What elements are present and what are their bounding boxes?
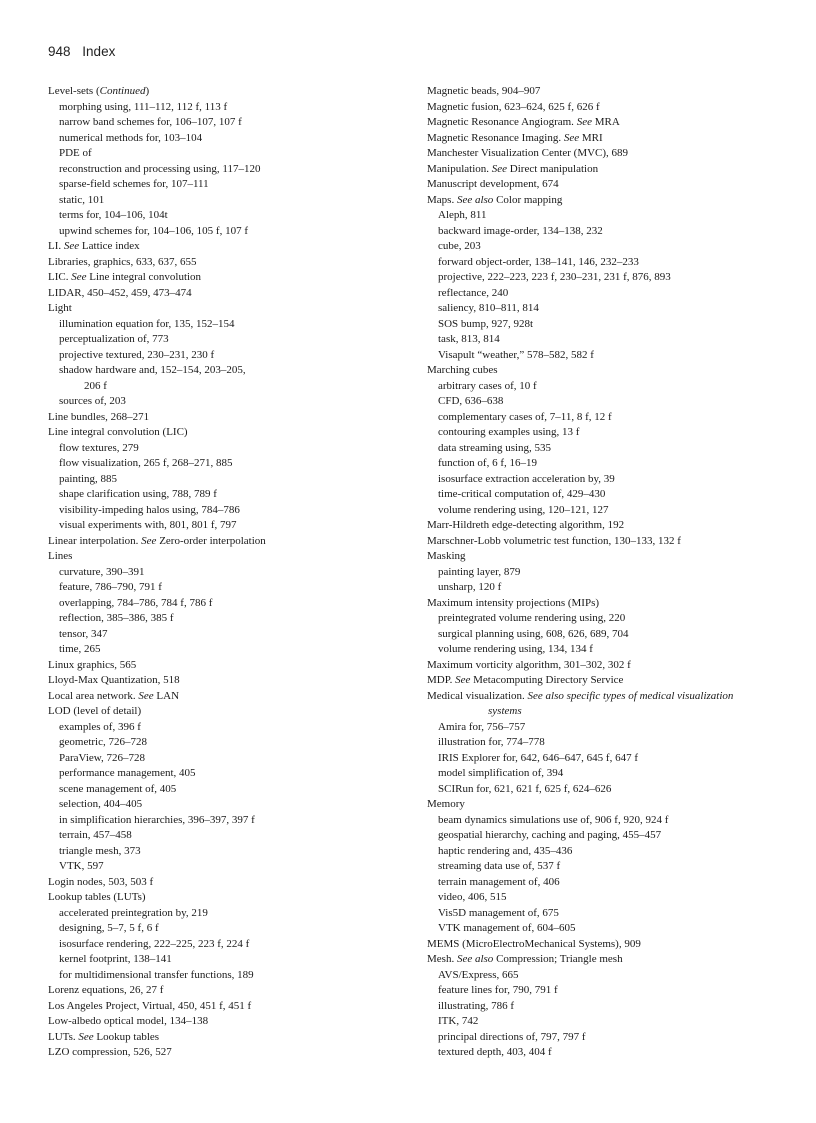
index-subentry: terrain, 457–458 (59, 829, 132, 841)
index-entry: Line integral convolution (LIC) (48, 426, 188, 438)
index-subentry: data streaming using, 535 (438, 441, 552, 454)
index-entry: Mesh. See also Compression; Triangle mesh (427, 953, 623, 965)
index-subentry: PDE of (59, 147, 92, 159)
index-subentry: selection, 404–405 (59, 798, 143, 810)
index-subentry: reflection, 385–386, 385 f (59, 612, 174, 624)
page-number: 948 (48, 44, 71, 59)
index-entry: Libraries, graphics, 633, 637, 655 (48, 255, 197, 268)
index-subentry: shape clarification using, 788, 789 f (59, 488, 217, 500)
index-subentry: triangle mesh, 373 (59, 844, 141, 857)
index-entry: Magnetic beads, 904–907 (427, 85, 541, 97)
index-entry: Linux graphics, 565 (48, 658, 137, 671)
page-header (48, 44, 115, 59)
index-entry: LUTs. See Lookup tables (48, 1030, 160, 1043)
index-subentry: preintegrated volume rendering using, 220 (438, 612, 626, 624)
index-entry: Maximum intensity projections (MIPs) (427, 596, 600, 609)
index-entry: Manuscript development, 674 (427, 178, 559, 190)
index-subentry: IRIS Explorer for, 642, 646–647, 645 f, 647 f (438, 751, 638, 764)
index-subentry: backward image-order, 134–138, 232 (438, 224, 603, 237)
index-entry: Marching cubes (427, 364, 498, 376)
index-subentry: Vis5D management of, 675 (438, 906, 559, 919)
index-subentry: forward object-order, 138–141, 146, 232–233 (438, 255, 639, 268)
index-subentry: VTK management of, 604–605 (438, 922, 576, 934)
index-entry: Maps. See also Color mapping (427, 193, 563, 206)
index-subentry: time-critical computation of, 429–430 (438, 488, 606, 500)
index-subentry: shadow hardware and, 152–154, 203–205, (59, 364, 246, 376)
index-subentry: flow textures, 279 (59, 441, 139, 454)
index-subentry: feature, 786–790, 791 f (59, 581, 162, 593)
index-entry: LI. See Lattice index (48, 240, 140, 252)
index-column-right (427, 84, 787, 1061)
index-entry: Level-sets (Continued) (48, 85, 150, 97)
index-subentry: systems (488, 705, 522, 717)
index-subentry: performance management, 405 (59, 767, 196, 779)
index-subentry: illustrating, 786 f (438, 999, 515, 1012)
index-entry: Medical visualization. See also specific types of medical visualization (427, 689, 734, 702)
index-subentry: geometric, 726–728 (59, 736, 147, 748)
index-subentry: feature lines for, 790, 791 f (438, 984, 558, 996)
index-subentry: textured depth, 403, 404 f (438, 1046, 552, 1058)
index-subentry: for multidimensional transfer functions, 189 (59, 968, 254, 981)
index-subentry: isosurface rendering, 222–225, 223 f, 224 f (59, 937, 250, 950)
index-subentry: in simplification hierarchies, 396–397, 397 f (59, 813, 255, 826)
index-subentry: SOS bump, 927, 928t (438, 317, 534, 330)
index-subentry: sources of, 203 (59, 395, 126, 407)
index-entry: Marschner-Lobb volumetric test function, 130–133, 132 f (427, 534, 681, 547)
index-subentry: terms for, 104–106, 104t (59, 209, 168, 221)
index-subentry: VTK, 597 (59, 860, 104, 872)
index-subentry: sparse-field schemes for, 107–111 (59, 178, 209, 190)
index-entry: LZO compression, 526, 527 (48, 1046, 172, 1058)
index-entry: LIDAR, 450–452, 459, 473–474 (48, 286, 192, 299)
index-subentry: designing, 5–7, 5 f, 6 f (59, 922, 159, 934)
index-subentry: haptic rendering and, 435–436 (438, 844, 573, 857)
index-subentry: surgical planning using, 608, 626, 689, 704 (438, 627, 629, 640)
page-running-title: Index (82, 44, 116, 59)
index-subentry: 206 f (84, 379, 107, 392)
index-subentry: illumination equation for, 135, 152–154 (59, 317, 235, 330)
index-subentry: projective, 222–223, 223 f, 230–231, 231 f, 876, 893 (438, 271, 671, 283)
index-entry: Light (48, 302, 72, 314)
index-subentry: numerical methods for, 103–104 (59, 131, 203, 144)
index-subentry: flow visualization, 265 f, 268–271, 885 (59, 457, 233, 469)
index-entry: MEMS (MicroElectroMechanical Systems), 909 (427, 937, 641, 950)
index-subentry: ITK, 742 (438, 1015, 479, 1027)
index-subentry: SCIRun for, 621, 621 f, 625 f, 624–626 (438, 782, 612, 795)
index-subentry: overlapping, 784–786, 784 f, 786 f (59, 596, 213, 609)
index-entry: Los Angeles Project, Virtual, 450, 451 f, 451 f (48, 999, 252, 1012)
index-subentry: volume rendering using, 134, 134 f (438, 643, 593, 655)
index-entry: Local area network. See LAN (48, 689, 180, 702)
index-entry: Magnetic Resonance Angiogram. See MRA (427, 116, 620, 128)
index-subentry: volume rendering using, 120–121, 127 (438, 503, 609, 516)
index-subentry: cube, 203 (438, 240, 481, 252)
index-subentry: arbitrary cases of, 10 f (438, 379, 537, 392)
index-subentry: streaming data use of, 537 f (438, 860, 561, 872)
index-entry: Lookup tables (LUTs) (48, 891, 146, 903)
index-subentry: perceptualization of, 773 (59, 333, 169, 345)
index-entry: Login nodes, 503, 503 f (48, 875, 154, 888)
index-subentry: time, 265 (59, 643, 101, 655)
index-subentry: accelerated preintegration by, 219 (59, 906, 208, 919)
index-subentry: reflectance, 240 (438, 286, 509, 299)
index-entry: Maximum vorticity algorithm, 301–302, 302 f (427, 658, 631, 671)
index-subentry: Aleph, 811 (438, 209, 487, 221)
index-subentry: ParaView, 726–728 (59, 751, 145, 764)
index-entry: Manipulation. See Direct manipulation (427, 162, 599, 175)
index-entry: Magnetic Resonance Imaging. See MRI (427, 131, 603, 144)
index-entry: Line bundles, 268–271 (48, 410, 150, 423)
index-subentry: function of, 6 f, 16–19 (438, 457, 537, 469)
index-subentry: geospatial hierarchy, caching and paging, 455–457 (438, 829, 662, 841)
index-subentry: beam dynamics simulations use of, 906 f, 920, 924 f (438, 813, 669, 826)
index-subentry: upwind schemes for, 104–106, 105 f, 107 f (59, 224, 248, 237)
index-subentry: visibility-impeding halos using, 784–786 (59, 503, 240, 516)
index-subentry: examples of, 396 f (59, 720, 141, 733)
index-subentry: painting, 885 (59, 472, 118, 485)
index-subentry: illustration for, 774–778 (438, 736, 545, 748)
index-entry: Masking (427, 550, 466, 562)
index-column-left (48, 84, 388, 1061)
index-subentry: CFD, 636–638 (438, 395, 504, 407)
index-entry: Manchester Visualization Center (MVC), 689 (427, 147, 629, 159)
index-entry: Linear interpolation. See Zero-order interpolation (48, 534, 266, 547)
index-entry: Memory (427, 798, 465, 810)
index-subentry: isosurface extraction acceleration by, 39 (438, 472, 615, 485)
index-subentry: video, 406, 515 (438, 891, 507, 903)
index-subentry: Amira for, 756–757 (438, 720, 526, 733)
index-entry: Lines (48, 550, 73, 562)
index-subentry: reconstruction and processing using, 117–120 (59, 162, 261, 175)
index-subentry: task, 813, 814 (438, 333, 500, 345)
index-subentry: static, 101 (59, 193, 105, 206)
index-subentry: complementary cases of, 7–11, 8 f, 12 f (438, 410, 612, 423)
index-subentry: kernel footprint, 138–141 (59, 953, 172, 965)
index-subentry: AVS/Express, 665 (438, 968, 519, 981)
index-subentry: narrow band schemes for, 106–107, 107 f (59, 116, 242, 128)
index-subentry: tensor, 347 (59, 627, 108, 640)
index-entry: Low-albedo optical model, 134–138 (48, 1015, 209, 1027)
index-subentry: model simplification of, 394 (438, 767, 564, 779)
index-subentry: contouring examples using, 13 f (438, 426, 580, 438)
index-entry: Lorenz equations, 26, 27 f (48, 984, 164, 996)
index-subentry: painting layer, 879 (438, 565, 521, 578)
index-entry: MDP. See Metacomputing Directory Service (427, 674, 624, 686)
index-subentry: projective textured, 230–231, 230 f (59, 348, 215, 361)
index-subentry: visual experiments with, 801, 801 f, 797 (59, 519, 237, 531)
index-entry: LOD (level of detail) (48, 705, 142, 717)
index-subentry: unsharp, 120 f (438, 581, 502, 593)
index-subentry: scene management of, 405 (59, 782, 177, 795)
index-subentry: saliency, 810–811, 814 (438, 302, 539, 314)
index-entry: LIC. See Line integral convolution (48, 271, 202, 283)
index-subentry: morphing using, 111–112, 112 f, 113 f (59, 100, 228, 113)
index-subentry: terrain management of, 406 (438, 875, 560, 888)
index-entry: Magnetic fusion, 623–624, 625 f, 626 f (427, 100, 600, 113)
index-subentry: principal directions of, 797, 797 f (438, 1030, 586, 1043)
index-entry: Marr-Hildreth edge-detecting algorithm, 192 (427, 519, 625, 531)
index-subentry: Visapult “weather,” 578–582, 582 f (438, 348, 594, 361)
index-entry: Lloyd-Max Quantization, 518 (48, 674, 180, 686)
index-subentry: curvature, 390–391 (59, 565, 145, 578)
